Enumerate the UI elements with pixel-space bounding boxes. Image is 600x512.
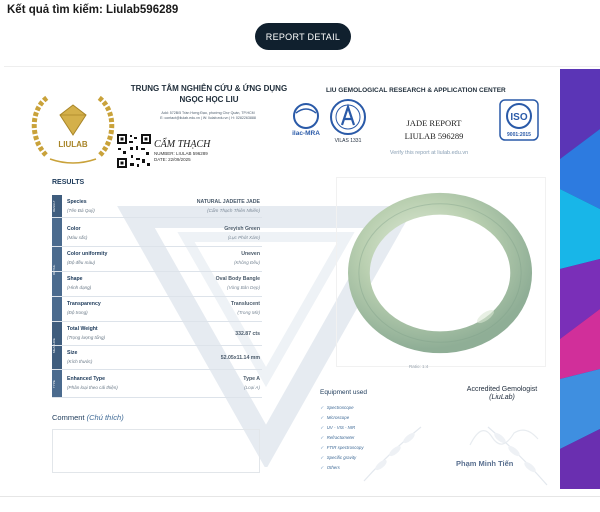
equipment-item: ✓ Spectroscope <box>320 405 354 410</box>
check-icon: ✓ <box>320 455 324 460</box>
address-line1: Add: 572B/5 Trần Hưng Đạo, phường Chợ Quán, TP.HCM <box>161 111 255 115</box>
report-detail-button[interactable]: REPORT DETAIL <box>255 23 351 50</box>
side-art-decoration <box>560 69 600 489</box>
equipment-item: ✓ UV - VIS - NIR <box>320 425 356 430</box>
equipment-item: ✓ FTIR spectroscopy <box>320 445 364 450</box>
equipment-item: ✓ Microscope <box>320 415 350 420</box>
row-value: Oval Body Bangle <box>215 276 260 282</box>
row-value: 52.05x11.14 mm <box>220 355 260 361</box>
result-row-enhanced-type <box>52 370 262 398</box>
vilas-text: VILAS 1331 <box>334 138 362 144</box>
row-value: NATURAL JADEITE JADE <box>196 199 260 205</box>
equipment-title: Equipment used <box>320 389 367 396</box>
result-row-shape <box>52 272 262 297</box>
leaf-decoration-icon <box>359 423 429 483</box>
row-key-vn: (Hình dạng) <box>67 285 92 290</box>
row-key-vn: (Độ trong) <box>67 310 88 315</box>
comment-title <box>52 413 124 422</box>
en-center-name: LIU GEMOLOGICAL RESEARCH & APPLICATION CENTER <box>326 87 506 94</box>
row-key-vn: (Phân loại theo cải thiện) <box>67 385 118 390</box>
jade-report-title <box>384 117 484 143</box>
comment-label-vn: (Chú thích) <box>86 413 124 422</box>
report-title-line2: LIULAB 596289 <box>404 131 464 141</box>
result-row-transparency <box>52 297 262 322</box>
qr-code-icon <box>116 133 152 169</box>
vn-center-name <box>109 83 309 105</box>
result-row-color-uniformity <box>52 247 262 272</box>
row-key: Enhanced Type <box>67 376 105 382</box>
row-key-vn: (Kích thước) <box>67 359 93 364</box>
row-value-vn: (Lục Phớt Xám) <box>227 235 260 240</box>
search-result-title: Kết quả tìm kiếm: Liulab596289 <box>7 4 179 16</box>
iso-logo <box>499 99 539 141</box>
ilac-text: ilac-MRA <box>292 130 320 137</box>
row-key: Color <box>67 226 81 232</box>
address-line2: E: contact@liulab.edu.vn | W: liulab.edu.vn | H: 0282263888 <box>160 116 256 120</box>
check-icon: ✓ <box>320 405 324 410</box>
row-key-vn: (Tên Đá Quý) <box>67 208 95 213</box>
row-value-vn: (Vòng Bản Dẹp) <box>227 285 260 290</box>
row-value: Uneven <box>241 251 260 257</box>
vn-center-line2: NGỌC HỌC LIU <box>179 95 239 104</box>
liulab-logo <box>28 89 118 169</box>
accredited-org: (LiuLab) <box>489 394 515 401</box>
row-key: Transparency <box>67 301 101 307</box>
jade-bangle-photo <box>336 177 546 367</box>
accredited-gemologist <box>452 386 552 402</box>
photo-ratio: Ratio: 1:4 <box>409 364 429 369</box>
equipment-item: ✓ Specific gravity <box>320 455 357 460</box>
row-key: Species <box>67 199 87 205</box>
row-key: Size <box>67 350 78 356</box>
signature-mark <box>464 415 544 455</box>
row-key-vn: (Độ đều màu) <box>67 260 96 265</box>
results-table <box>52 195 262 398</box>
row-key-vn: (Màu sắc) <box>67 235 88 240</box>
row-value: Translucent <box>230 301 260 307</box>
verify-link[interactable]: Verify this report at liulab.edu.vn <box>389 150 469 156</box>
equipment-item: ✓ Others <box>320 465 340 470</box>
row-value: Greyish Green <box>224 226 260 232</box>
logo-text: LIULAB <box>58 140 88 149</box>
check-icon: ✓ <box>320 415 324 420</box>
iso-sub: 9001:2015 <box>507 132 531 138</box>
side-label-type: TYPE <box>52 370 62 398</box>
results-title: RESULTS <box>52 179 85 186</box>
check-icon: ✓ <box>320 425 324 430</box>
row-key-vn: (Trọng lượng tổng) <box>67 335 106 340</box>
check-icon: ✓ <box>320 435 324 440</box>
equipment-item: ✓ Refractometer <box>320 435 355 440</box>
side-label-detail: DETAIL <box>52 218 62 322</box>
result-row-size <box>52 346 262 370</box>
boa-accreditation-logo <box>328 97 368 145</box>
row-key: Color uniformity <box>67 251 108 257</box>
accredited-title: Accredited Gemologist <box>466 386 538 393</box>
comment-label: Comment <box>52 413 85 422</box>
row-value: Type A <box>243 376 260 382</box>
side-label-measure: MEASURE <box>52 322 62 370</box>
row-value: 332.87 cts <box>235 331 260 337</box>
check-icon: ✓ <box>320 445 324 450</box>
iso-text: ISO <box>510 112 528 123</box>
equipment-list <box>320 403 364 473</box>
gemologist-name: Phạm Minh Tiến <box>456 459 514 468</box>
report-title-line1: JADE REPORT <box>406 118 462 128</box>
number-line: NUMBER: LIULAB 596289 <box>154 151 208 156</box>
date-line: DATE: 22/09/2025 <box>154 157 191 162</box>
row-value-vn: (Trong Mờ) <box>237 310 260 315</box>
certificate <box>4 66 600 490</box>
report-number-block <box>154 151 208 163</box>
footer-divider <box>0 496 600 497</box>
result-row-species <box>52 195 262 218</box>
ilac-mra-logo <box>286 101 326 139</box>
result-row-total-weight <box>52 322 262 346</box>
row-value-vn: (Không Đều) <box>233 260 260 265</box>
vn-center-line1: TRUNG TÂM NGHIÊN CỨU & ỨNG DỤNG <box>130 84 288 93</box>
result-row-color <box>52 218 262 247</box>
stone-name: CẨM THẠCH <box>154 139 211 150</box>
comment-box <box>52 429 260 473</box>
row-value-vn: (Loại A) <box>244 385 260 390</box>
row-key: Total Weight <box>67 326 98 332</box>
row-value-vn: (Cẩm Thạch Thiên Nhiên) <box>207 208 260 213</box>
side-label-result: RESULT <box>52 195 62 218</box>
address-block <box>122 111 294 121</box>
row-key: Shape <box>67 276 83 282</box>
check-icon: ✓ <box>320 465 324 470</box>
